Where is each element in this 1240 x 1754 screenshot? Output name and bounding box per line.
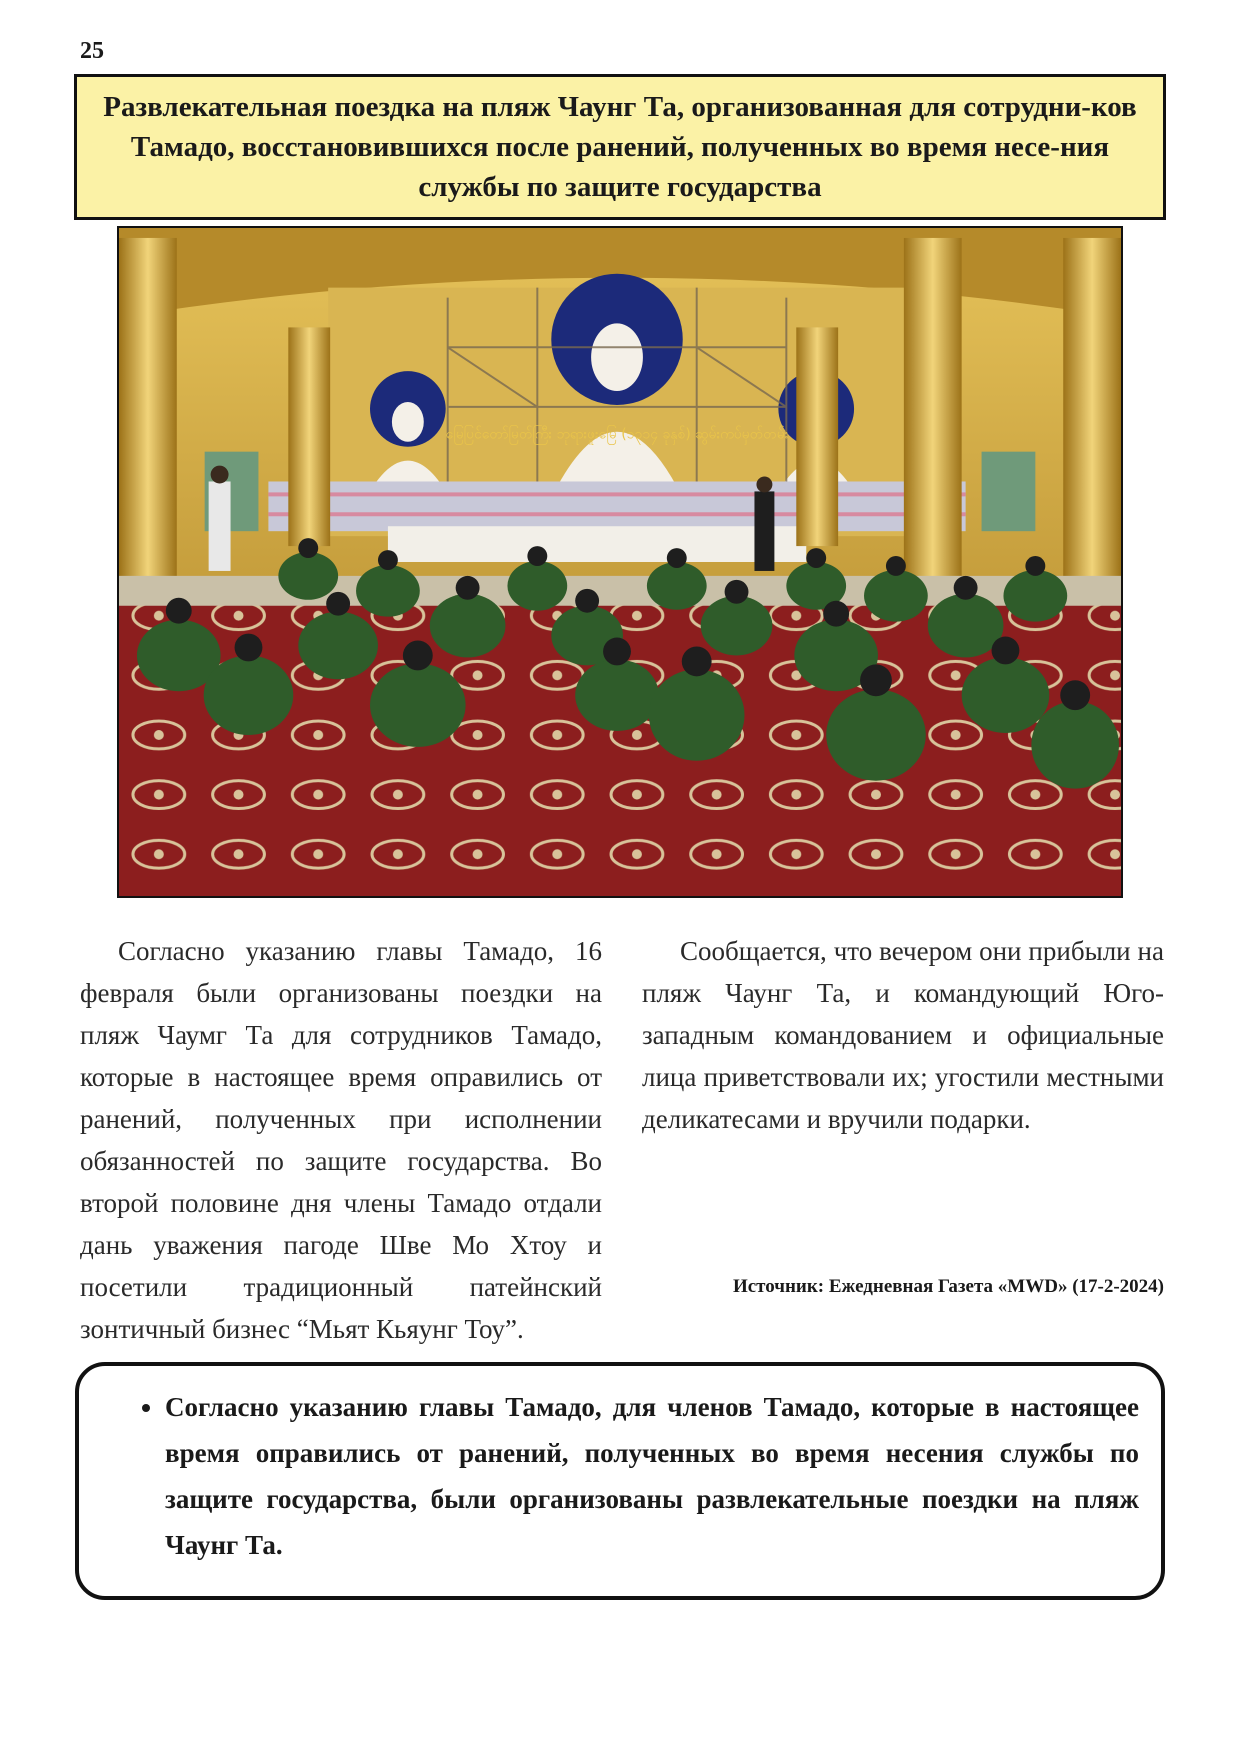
summary-box: [75, 1362, 1165, 1600]
source-citation: Источник: Ежедневная Газета «MWD» (17-2-2024): [732, 1276, 1164, 1297]
title-box: [74, 74, 1166, 220]
article-paragraph-right: Сообщается, что вечером они прибыли на пляж Чаунг Та, и командующий Юго-западным командованием и официальные лица приветствовали их; угостили местными деликатесами и вручили подарки.: [642, 936, 1164, 1134]
summary-list: [133, 1384, 1139, 1568]
page-number: 25: [80, 38, 104, 64]
article-photo: [117, 226, 1123, 898]
altar-banner-text: မြေပြင်တော်မြတ်ကြီး ဘုရားဖူးမြေ (၁၃၁၄ ခုနှစ်) ဆွမ်းကပ်မှတ်တမ်း: [445, 426, 789, 443]
article-left-column: [80, 930, 602, 1350]
article-right-column: [642, 930, 1164, 1140]
article-paragraph-left: Согласно указанию главы Тамадо, 16 февраля были организованы поездки на пляж Чаумг Та для сотрудников Тамадо, которые в настоящее время оправились от ранений, полученных при исполнении обязанностей по защите государства. Во второй половине дня члены Тамадо отдали дань уважения пагоде Шве Мо Хтоу и посетили традиционный патейнский зонтичный бизнес “Мьят Кьяунг Тоу”.: [80, 936, 602, 1344]
page-title: Развлекательная поездка на пляж Чаунг Та, организованная для сотрудни-ков Тамадо, восстановившихся после ранений, полученных во время несе-ния службы по защите государства: [103, 91, 1137, 203]
temple-scene-illustration: [119, 228, 1121, 896]
summary-bullet: • Согласно указанию главы Тамадо, для членов Тамадо, которые в настоящее время оправились от ранений, полученных во время несения службы по защите государства, были организованы развлекательные поездки на пляж Чаунг Та.: [165, 1384, 1139, 1568]
